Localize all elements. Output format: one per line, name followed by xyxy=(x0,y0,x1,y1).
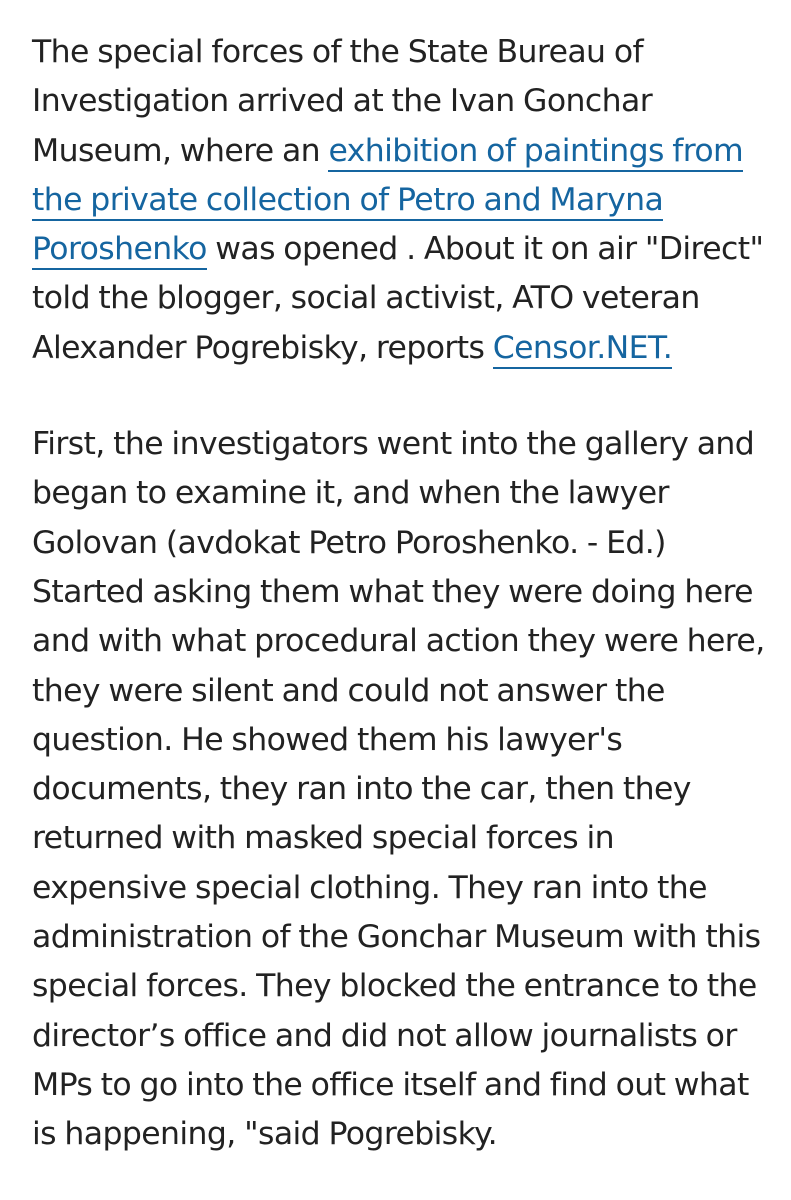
censor-net-link[interactable]: Censor.NET. xyxy=(493,330,672,369)
article-body xyxy=(32,28,772,1160)
article-paragraph-1 xyxy=(32,28,772,373)
paragraph-1-body-text: was opened . About it on air "Direct" told the blogger, social activist, ATO veteran Alexander Pogrebisky, reports xyxy=(32,231,764,366)
paragraph-1-intro-text: The special forces of the State Bureau of Investigation arrived at the Ivan Gonchar Museum, where an xyxy=(32,34,653,169)
article-paragraph-2: First, the investigators went into the gallery and began to examine it, and when the lawyer Golovan (avdokat Petro Poroshenko. - Ed.) Started asking them what they were doing here and with what procedural action they were here, they were silent and could not answer the question. He showed them his lawyer's documents, they ran into the car, then they returned with masked special forces in expensive special clothing. They ran into the administration of the Gonchar Museum with this special forces. They blocked the entrance to the director’s office and did not allow journalists or MPs to go into the office itself and find out what is happening, "said Pogrebisky. xyxy=(32,426,765,1153)
exhibition-link[interactable]: exhibition of paintings from the private collection of Petro and Maryna Poroshenko xyxy=(32,133,743,271)
